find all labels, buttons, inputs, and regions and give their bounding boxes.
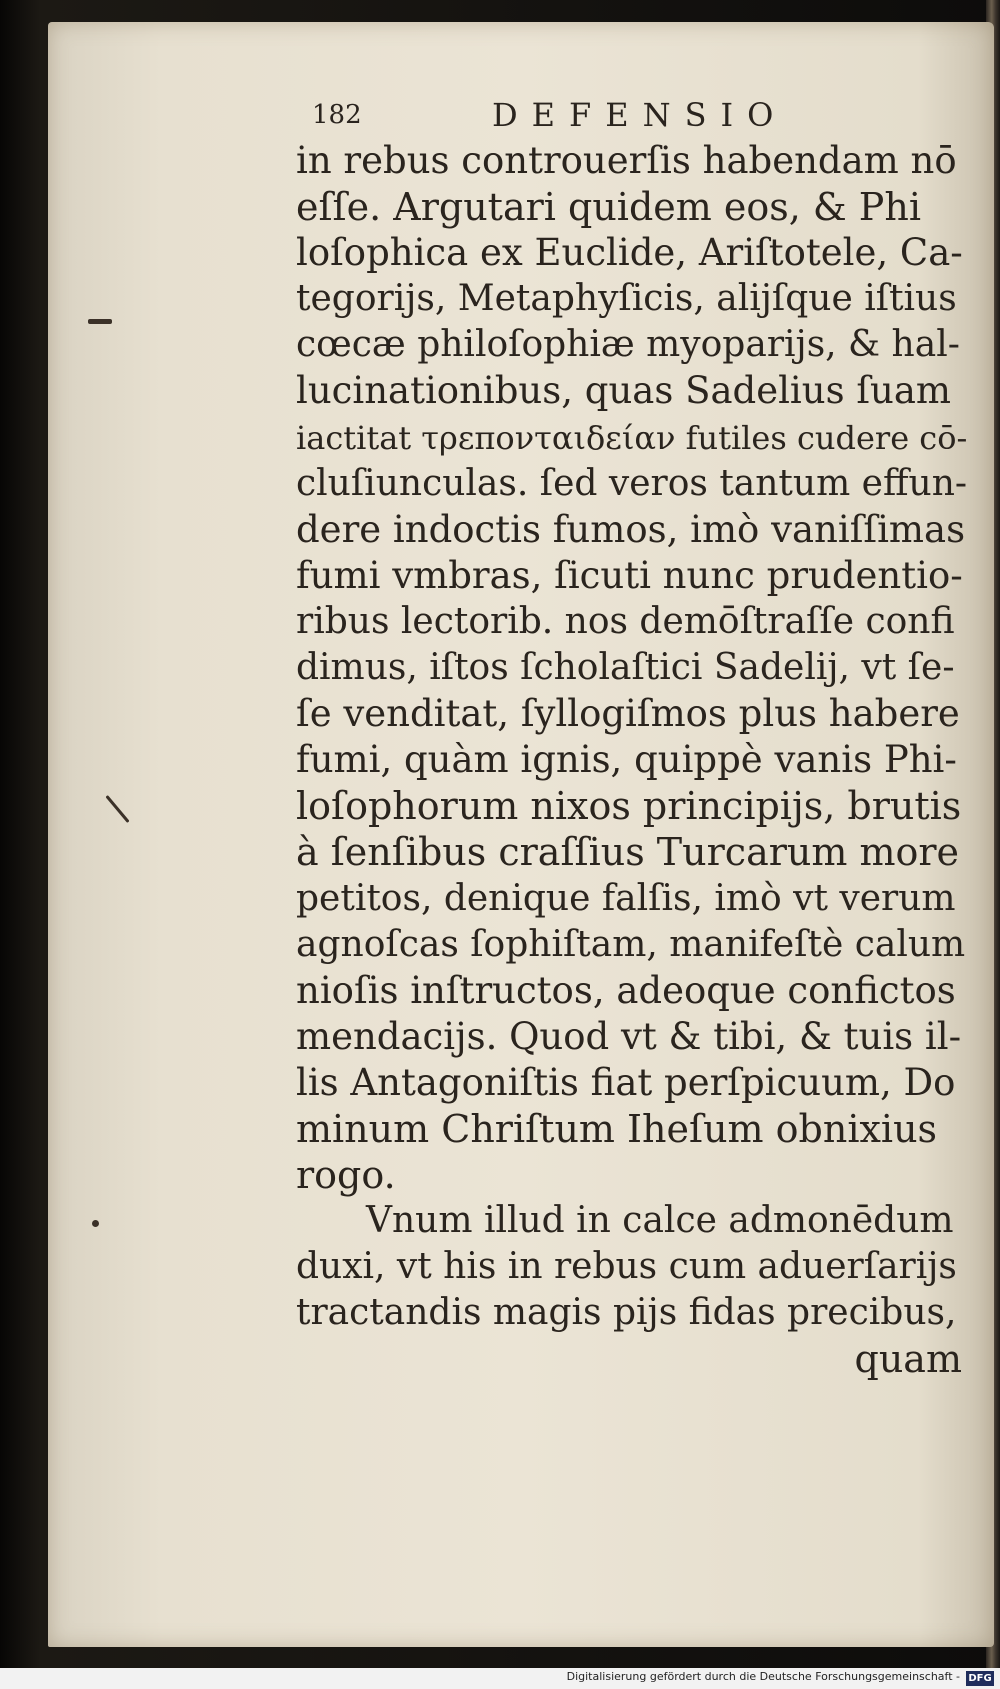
text-line: dimus, iſtos ſcholaſtici Sadelij, vt ſe- (296, 647, 955, 689)
text-line: rogo. (296, 1153, 396, 1198)
text-line: ribus lectorib. nos demōſtraſſe confi (296, 600, 955, 642)
running-head (312, 96, 952, 138)
text-line: agnoſcas ſophiſtam, manifeſtè calum (296, 923, 966, 965)
text-line: petitos, denique falſis, imò vt verum (296, 877, 956, 919)
catchword: quam (854, 1337, 962, 1382)
text-line: eſſe. Argutari quidem eos, & Phi (296, 185, 921, 230)
running-head-title: DEFENSIO (492, 96, 788, 134)
text-line: cœcæ philoſophiæ myoparijs, & hal- (296, 324, 960, 366)
text-line: loſophorum nixos principijs, brutis (296, 784, 962, 829)
text-line: nioſis inſtructos, adeoque confictos (296, 968, 956, 1012)
text-line: dere indoctis fumos, imò vaniſſimas (296, 507, 966, 551)
text-line: lis Antagoniſtis fiat perſpicuum, Do (296, 1060, 956, 1104)
text-line: duxi, vt his in rebus cum aduerſarijs (296, 1246, 957, 1288)
ink-speck (105, 795, 129, 823)
page-number: 182 (312, 100, 362, 130)
text-line: ſe venditat, ſyllogiſmos plus habere (296, 692, 960, 736)
text-line: mendacijs. Quod vt & tibi, & tuis il- (296, 1014, 962, 1058)
funding-credit: Digitalisierung gefördert durch die Deutsche Forschungsgemeinschaft - (566, 1670, 960, 1683)
digitization-footer (0, 1668, 1000, 1689)
paragraph-start-line: Vnum illud in calce admonēdum (366, 1200, 954, 1242)
text-line: in rebus controuerſis habendam nō (296, 139, 957, 182)
ink-speck (88, 319, 112, 324)
text-line: minum Chriſtum Iheſum obnixius (296, 1106, 938, 1151)
dfg-logo: DFG (966, 1671, 994, 1686)
text-line: tractandis magis pijs fidas precibus, (296, 1292, 957, 1334)
text-line: fumi vmbras, ſicuti nunc prudentio- (296, 553, 963, 597)
text-line: cluſiunculas. ſed veros tantum effun- (296, 462, 968, 504)
text-line: loſophica ex Euclide, Ariſtotele, Ca- (296, 231, 963, 275)
ink-speck (92, 1220, 99, 1227)
text-line: fumi, quàm ignis, quippè vanis Phi- (296, 738, 957, 782)
text-line: iactitat τρεπονταιδείαν futiles cudere cō- (296, 418, 968, 457)
body-text (296, 138, 968, 1383)
text-line: tegorijs, Metaphyſicis, alijſque iſtius (296, 278, 957, 320)
text-line: à ſenſibus craſſius Turcarum more (296, 830, 960, 875)
text-line: lucinationibus, quas Sadelius ſuam (296, 369, 951, 413)
